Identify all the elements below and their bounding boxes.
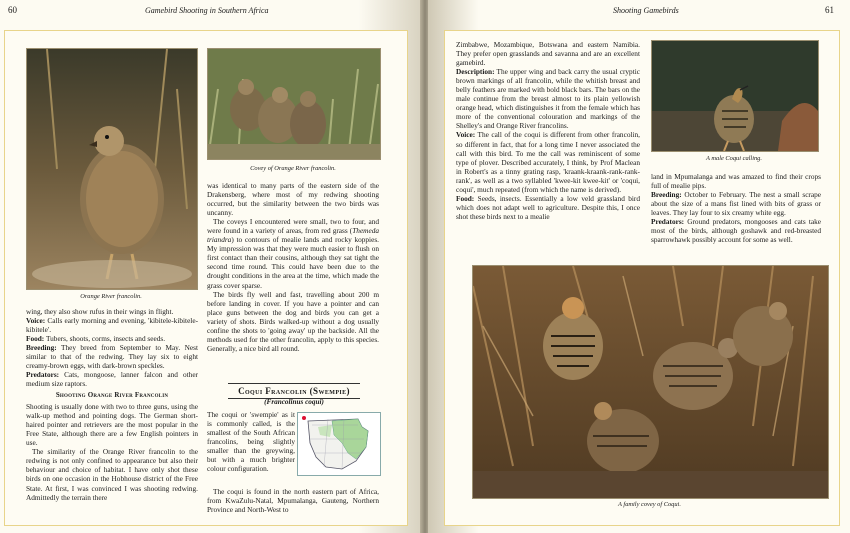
coqui-p1: The coqui or 'swempie' as it is commonly called, is the smallest of the South African francolins, being slightly smaller than the greywing, but with a much brighter colour configuration.: [207, 410, 295, 474]
coqui-title-block: [228, 383, 360, 399]
male-coqui-photo: [651, 40, 819, 152]
col2-t1: was identical to many parts of the eastern side of the Drakensberg, where most of my redwing shooting occurred, but the similarity between the two birds was uncanny.: [207, 181, 379, 218]
r-breeding-text: October to February. The nest a small scrape about the size of a mans fist lined with bits of grass or leaves. They lay four to six creamy white egg.: [651, 190, 821, 218]
coqui-subtitle: (Francolinus coqui): [264, 398, 324, 406]
coqui-text-wide: [207, 487, 379, 514]
r-voice-label: Voice:: [456, 130, 476, 140]
male-coqui-caption: A male Coqui calling.: [706, 155, 762, 162]
right-col2-text: [651, 172, 821, 244]
coqui-family-caption: A family covey of Coqui.: [618, 501, 681, 508]
breeding-label: Breeding:: [26, 343, 57, 353]
desc-label: Description:: [456, 67, 495, 77]
right-running-head: Shooting Gamebirds: [613, 6, 679, 15]
predators-label: Predators:: [26, 370, 60, 380]
right-col2-t1: land in Mpumalanga and was amazed to find their crops full of mealie pips.: [651, 172, 821, 191]
left-col2-text: [207, 181, 379, 353]
voice-text: Calls early morning and evening, 'kibitele-kibitele- kibitele'.: [26, 316, 198, 335]
left-running-head: Gamebird Shooting in Southern Africa: [145, 6, 269, 15]
breeding-text: They breed from September to May. Nest similar to that of the redwing. They lay six to eight creamy-brown eggs, with dark-brown speckles.: [26, 343, 198, 371]
r-predators-label: Predators:: [651, 217, 685, 227]
right-page: [428, 0, 850, 533]
col2-t2b: ) to contours of mealie lands and rocky koppies. My impression was that they were much easier to flush on first contact than their cousins, although they sat tight the second time round. This could have been due to the drought conditions in the area at the time, which made the grass cover sparse.: [207, 235, 379, 290]
r-predators-text: Ground predators, mongooses and cats take most of the birds, although goshawk and red-breasted sparrowhawk possibly account for some as well.: [651, 217, 821, 245]
distribution-map: [297, 412, 381, 476]
covey-orange-river-photo: [207, 48, 381, 160]
right-col1-text: [456, 40, 640, 221]
predators-text: Cats, mongoose, lanner falcon and other medium size raptors.: [26, 370, 198, 389]
coqui-family-photo: [472, 265, 829, 499]
coqui-title: Coqui Francolin (Swempie): [238, 386, 350, 396]
coqui-text-narrow: [207, 410, 295, 473]
shooting-p2: The similarity of the Orange River francolin to the redwing is not only confined to appearance but also their behaviour and choice of habitat. I have only shot these birds on one occasion in the Hobhouse district of the Free State. At first, I was convinced I was shooting redwing. Admittedly the terrain there: [26, 447, 198, 502]
orange-river-francolin-caption: Orange River francolin.: [80, 293, 142, 300]
orange-river-francolin-photo: [26, 48, 198, 290]
r-food-label: Food:: [456, 193, 475, 203]
left-page: [0, 0, 422, 533]
coqui-p2: The coqui is found in the north eastern part of Africa, from KwaZulu-Natal, Mpumalanga, Gauteng, Northern Province and North-West to: [207, 487, 379, 515]
r-food-text: Seeds, insects. Essentially a low veld grassland bird which does not adapt well to agriculture. Despite this, I once shot these birds next to a mealie: [456, 193, 640, 221]
section-heading: Shooting Orange River Francolin: [55, 391, 169, 400]
voice-label: Voice:: [26, 316, 46, 326]
right-t1: Zimbabwe, Mozambique, Botswana and eastern Namibia. They prefer open grasslands and savanna and are an excellent gamebird.: [456, 40, 640, 68]
col2-species: Themeda triandra: [207, 226, 379, 245]
col2-t3: The birds fly well and fast, travelling about 200 m before landing in cover. If you have a pointer and can place guns between the dog and birds you can get a variety of shots. Birds walked-up without a dog usually confine the shots to 'going away' up the backside. All the methods used for the other francolin, apply to this species. Generally, a nice bird all round.: [207, 289, 379, 353]
food-label: Food:: [26, 334, 45, 344]
covey-orange-river-caption: Covey of Orange River francolin.: [250, 165, 336, 172]
left-col1-text: [26, 307, 198, 502]
right-page-number: 61: [825, 5, 834, 15]
food-text: Tubers, shoots, corms, insects and seeds.: [44, 334, 166, 344]
left-page-number: 60: [8, 5, 17, 15]
r-voice-text: The call of the coqui is different from other francolin, so different in fact, that for a long time I never associated the call with this bird. To me the call was reminiscent of some type of plover. Described accurately, I think, by Prof Maclean in Robert's as a tinny grating rasp, 'kraank-kraank-rank-rank-rank', as well as a two syllabled 'kwee-kit kwee-kit' or 'coqui, coqui', much repeated (from which the name is derived).: [456, 130, 640, 194]
col1-p1: wing, they also show rufus in their wings in flight.: [26, 307, 174, 316]
desc-text: The upper wing and back carry the usual cryptic brown markings of all francolin, while the whitish breast and belly feathers are marked with bold black bars. The bars on the male continue from the breast almost to its plain yellowish orange head, which distinguishes it from the female which has more of the conventional colouration and markings of the Shelley's and Orange River francolins.: [456, 67, 640, 131]
col2-t2a: The coveys I encountered were small, two to four, and were found in a variety of areas, from red grass (: [207, 217, 379, 236]
r-breeding-label: Breeding:: [651, 190, 682, 200]
shooting-p1: Shooting is usually done with two to three guns, using the walk-up method and pointing dogs. The German short-haired pointer and retrievers are the most popular in the Free State, although there are a few English pointers in use.: [26, 402, 198, 448]
